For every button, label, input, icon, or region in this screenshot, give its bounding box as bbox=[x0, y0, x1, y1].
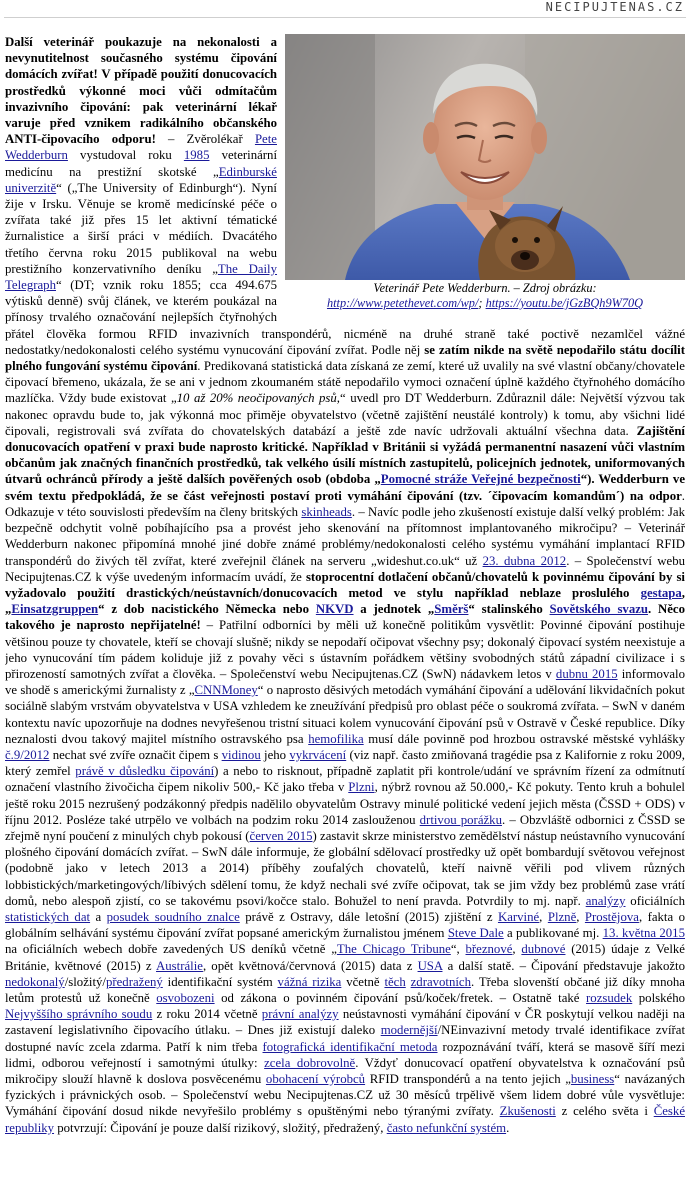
link-karvine[interactable]: Karviné bbox=[497, 909, 540, 924]
link-cnnmoney[interactable]: CNNMoney bbox=[194, 683, 258, 698]
text: a bbox=[90, 909, 107, 924]
link-edinburgh-university[interactable]: Edinburské univerzitě bbox=[5, 164, 277, 195]
link-tech[interactable]: těch bbox=[384, 974, 406, 989]
text: . – Obzvláště odbornici z ČSSD se zřejmě nyní poučení z minulých chyb pokousí ( bbox=[5, 812, 685, 843]
link-13-kvetna-2015[interactable]: 13. května 2015 bbox=[602, 926, 685, 941]
link-dubnove[interactable]: dubnové bbox=[521, 942, 566, 957]
text: “ uvedl pro DT Wedderburn. Zdůraznil dále: Největší výzvou tak nakonec opravdu bude to, jak výkonná moc přiměje obyvatelstvo (včetně zajištění neustálé kontroly) k tomu, aby všichni lidé čipovali, registrovali svá zvířata do chovatelských databází a ještě zde navíc udržovali aktuální všechna data. bbox=[5, 391, 685, 438]
link-steve-dale[interactable]: Steve Dale bbox=[447, 926, 504, 941]
text: z celého světa i bbox=[555, 1104, 654, 1119]
text: . Vždyť donucovací opatření obyvatelstva k označování psů mikročipy slouží hlavně k doslova posvěcenému bbox=[5, 1055, 685, 1086]
caption-text: Veterinář Pete Wedderburn. – Zdroj obrázku: bbox=[373, 281, 597, 295]
text: ) a nebo to risknout, případně zaplatit při kontrole/udání ve správním řízení za odmítnutí označení vlastního živočicha čipem nikoliv 500,- Kč jako třeba v bbox=[5, 764, 685, 795]
link-obohaceni-vyrobcu[interactable]: obohacení výrobců bbox=[265, 1072, 366, 1086]
figure-caption bbox=[285, 281, 685, 311]
link-nkvd[interactable]: NKVD bbox=[315, 602, 354, 617]
text: (2015) údaje z Velké Británie, květnové (2015) z bbox=[5, 942, 685, 973]
link-vyhlaska[interactable]: č.9/2012 bbox=[5, 747, 50, 762]
text: právě z Ostravy, dále letošní (2015) zjištění z bbox=[239, 909, 498, 924]
link-skinheads[interactable]: skinheads bbox=[301, 504, 352, 519]
link-australie[interactable]: Austrálie bbox=[156, 958, 203, 973]
link-zcela-dobrovolne[interactable]: zcela dobrovolně bbox=[264, 1055, 356, 1070]
link-rozsudek[interactable]: rozsudek bbox=[586, 990, 633, 1005]
link-dubnu-2015[interactable]: dubnu 2015 bbox=[555, 666, 618, 681]
text: ) zastavit skrze ministerstvo zemědělství nástup neústavního vynucování plošného čipování domácích zvířat. – SwN dále informuje, že globální sdělovací prostředky už opět bombardují světovou veřejnost (podobně jako v letech 2013 a 2014) příběhy zoufalých chovatelů, kteří naivně věřili pod vlivem různých lobbistických/marketingových/líbivých sdělení tomu, že když nechali své zvíře očipovat, tak se jim vždy bez problémů zase vrátí domů, nebo alespoň zjistí, co se takovému psovi/kočce stalo. Bohužel to není pravda. Potvrdily to mj. např. bbox=[5, 828, 685, 908]
lead-sentence: Další veterinář poukazuje na nekonalosti a nevynutitelnost současného systému čipování domácích zvířat! bbox=[5, 35, 277, 82]
text: “, bbox=[450, 942, 466, 957]
link-zdravotnich[interactable]: zdravotních bbox=[410, 974, 472, 989]
link-statistickych-dat[interactable]: statistických dat bbox=[5, 909, 91, 924]
text: , bbox=[512, 942, 522, 957]
link-vidinou[interactable]: vidinou bbox=[221, 747, 261, 762]
caption-link-youtube[interactable]: https://youtu.be/jGzBQh9W70Q bbox=[485, 296, 644, 310]
link-vazna-rizika[interactable]: vážná rizika bbox=[277, 974, 342, 989]
bold-text: “ z dob nacistického Německa nebo bbox=[98, 602, 316, 617]
text: , bbox=[539, 909, 548, 924]
text: . Třeba slovenští občané již díky mnoha letům protestů už konečně bbox=[5, 974, 685, 1005]
text: (viz např. často zmiňovaná tragédie psa z Kalifornie z roku 2009, který zemřel bbox=[5, 747, 685, 779]
link-daily-telegraph[interactable]: The Daily Telegraph bbox=[5, 261, 278, 293]
link-zkusenosti[interactable]: Zkušenosti bbox=[499, 1104, 556, 1119]
text: od zákona o povinném čipování psů/koček/fretek. – Ostatně také bbox=[214, 990, 587, 1005]
link-ceske-republiky[interactable]: České republiky bbox=[5, 1104, 685, 1135]
text: rozpoznávání tváří, která se masově šíří mezi lidmi, odborou veřejností i samotnými útulky: bbox=[5, 1039, 685, 1070]
vet-photo bbox=[285, 34, 685, 280]
text: /složitý/ bbox=[64, 974, 106, 989]
link-predrazeny[interactable]: předražený bbox=[105, 974, 163, 989]
bold-text: a jednotek „ bbox=[353, 602, 435, 617]
link-breznove[interactable]: březnové bbox=[465, 942, 513, 957]
text: oficiálních bbox=[625, 893, 685, 908]
figure bbox=[285, 34, 685, 311]
text: , bbox=[576, 909, 585, 924]
link-usa[interactable]: USA bbox=[417, 958, 443, 973]
text: včetně bbox=[341, 974, 385, 989]
text: jeho bbox=[260, 747, 290, 762]
link-hemofilika[interactable]: hemofilika bbox=[308, 731, 364, 746]
link-nedokonaly[interactable]: nedokonalý bbox=[5, 974, 65, 989]
text: , fakta o globálním selhávání systému čipování zvířat popsané americkým žurnalistou jménem bbox=[5, 909, 685, 941]
caption-link-website[interactable]: http://www.petethevet.com/wp/ bbox=[326, 296, 479, 310]
link-smers[interactable]: Směrš bbox=[434, 602, 469, 617]
text: . bbox=[506, 1120, 510, 1135]
text: polského bbox=[632, 990, 685, 1005]
text: veterinární medicínu na prestižní skotské „ bbox=[5, 148, 277, 179]
link-modernejsi[interactable]: modernější bbox=[380, 1023, 438, 1038]
text: /NEinvazivní metody trvalé identifikace zvířat dostupné navíc zcela zdarma. Patří k nim třeba bbox=[5, 1023, 685, 1054]
link-cerven-2015[interactable]: červen 2015 bbox=[249, 828, 313, 843]
text: vystudoval roku bbox=[67, 148, 184, 163]
text: potvrzují: Čipování je pouze další rizikový, složitý, předražený, bbox=[54, 1120, 387, 1135]
text: “ navázaných fyzických i právnických osob. – Společenství webu Necipujtenas.CZ už 30 měsíců trpělivě všem lidem dobré vůle vysvětluje: Vymáhání čipování dosud nikde nevyřešilo problémy s opuštěnými nebo týranými zvířaty. bbox=[5, 1072, 685, 1119]
link-chicago-tribune[interactable]: The Chicago Tribune bbox=[336, 942, 451, 957]
bold-text: “ stalinského bbox=[468, 602, 550, 617]
text: “ (DT; vznik roku 1855; cca 494.675 výtisků denně) svůj článek, ve kterém poukázal na přínosy trvalého označování nejlepších čtyřnohých přátel člověka formou RFID invazivních transpondérů, nicméně na druhé straně také poctivě nezamlčel vážné nedostatky/nedokonalosti celého systému vynucování čipování zvířat. Podle něj bbox=[5, 278, 685, 357]
bold-text: “). Wedderburn ve svém textu předpokládá, že se část veřejnosti postaví proti vymáhání čipování (tzv. ´čipovacím komandům´) na odpor bbox=[5, 472, 685, 503]
text: identifikační systém bbox=[162, 974, 278, 989]
text: z roku 2014 včetně bbox=[152, 1007, 262, 1022]
text: a další statě. – Čipování představuje jakožto bbox=[442, 958, 685, 973]
text: . Odkazuje v této souvislosti především na členy britských bbox=[5, 488, 685, 519]
header-rule bbox=[4, 17, 686, 18]
text: , opět květnová/červnová (2015) data z bbox=[202, 958, 418, 973]
text: nechat své zvíře označit čipem s bbox=[49, 747, 222, 762]
link-pete-wedderburn[interactable]: Pete Wedderburn bbox=[5, 132, 277, 163]
link-vykrvaceni[interactable]: vykrvácení bbox=[289, 747, 347, 762]
text: musí dále povinně pod hrozbou ostravské městské vyhlášky bbox=[363, 731, 685, 746]
bold-text: . Něco takového je naprosto nepřijatelné! bbox=[5, 602, 685, 633]
link-sovetsky-svaz[interactable]: Sovětského svazu bbox=[549, 602, 649, 617]
link-prave-v-dusledku[interactable]: právě v důsledku čipování bbox=[75, 764, 215, 779]
italic-quote: 10 až 20% neočipovaných psů, bbox=[176, 391, 341, 406]
link-casto-nefunkcni[interactable]: často nefunkční systém bbox=[386, 1120, 507, 1135]
link-analyzy[interactable]: analýzy bbox=[585, 893, 626, 908]
link-nejvyssi-spravni-soud[interactable]: Nejvyššího správního soudu bbox=[5, 1007, 153, 1022]
link-osvobozeni[interactable]: osvobozeni bbox=[156, 990, 215, 1005]
link-prostejova[interactable]: Prostějova bbox=[584, 909, 639, 924]
text: – Zvěrolékař bbox=[155, 132, 255, 147]
link-23-dubna-2012[interactable]: 23. dubna 2012 bbox=[482, 553, 567, 568]
text: na oficiálních webech dobře zavedených US deníků včetně „ bbox=[5, 942, 337, 957]
site-name: NECIPUJTENAS.CZ bbox=[545, 0, 684, 14]
bold-text: , „ bbox=[5, 585, 685, 617]
link-gestapo[interactable]: gestapa bbox=[640, 585, 682, 600]
link-einsatzgruppen[interactable]: Einsatzgruppen bbox=[11, 602, 99, 617]
text: . – Společenství webu Necipujtenas.CZ k výše uvedeným informacím uvádí, že bbox=[5, 553, 685, 584]
bold-text: Zajištění donucovacích opatření v praxi bude naprosto kritické. Například v Británii si vyžádá permanentní nasazení vůči vlastním občanům jak značných finančních prostředků, tak velkého úsilí místních zastupitelů, policejních jednotek, uniformovaných útvarů ochránců přírody a ještě dalších pověřených osob (obdoba „ bbox=[5, 423, 685, 487]
link-drtivou-porazku[interactable]: drtivou porážku bbox=[419, 812, 502, 827]
text: . Predikovaná statistická data získaná ze zemí, které už uvalily na své vlastní občany/chovatele čipovací břemeno, ukázala, že se ani v jednom zkoumaném státě nepodařilo vymoci označení úplně každého čtyřnohého domácího mazlíčka. Vždy bude existovat „ bbox=[5, 359, 685, 406]
link-fotograficka-metoda[interactable]: fotografická identifikační metoda bbox=[262, 1039, 438, 1054]
text: neústavnosti vymáhání čipování v ČR poskytují velkou naději na zastavení legislativního čipovacího útlaku. – Dnes již existují daleko bbox=[5, 1007, 685, 1038]
link-1985[interactable]: 1985 bbox=[183, 148, 210, 163]
text: “ („The University of Edinburgh“). Nyní žije v Irsku. Věnuje se kromě medicínské péče o zvířata také již přes 15 let aktivní tématické žurnalistice a širší práci v médiích. Dvacátého třetího června roku 2015 publikoval na webu prestižního konzervativního deníku „ bbox=[5, 180, 277, 276]
text: RFID transpondérů a na tento jejich „ bbox=[365, 1072, 571, 1086]
text: – Patřilní odborníci by měli už konečně politikům vysvětlit: Povinné čipování postihuje většinou pouze ty chovatele, kteří se chovají slušně; nikdy se nepodaří očipovat všechny psy; dokonalý čipovací systém neexistuje a jeho vynucování tím pádem koliduje již z povahy věci s ústavním pořádkem většiny svobodných států západní civilizace i s přirozeností samotných zvířat a člověka. – Společenství webu Necipujtenas.CZ (SwN) nádavkem letos v bbox=[5, 618, 685, 681]
bold-text: stoprocentní dotlačení občanů/chovatelů k povinnému čipování by si vyžadovalo použití drastických/neústavních/donucovacích metod ve stylu například neblaze proslulého bbox=[5, 569, 685, 600]
text: informovalo ve shodě s americkými žurnalisty z „ bbox=[5, 666, 685, 698]
bold-text: se zatím nikde na světě nepodařilo státu docílit plného fungování systému čipování bbox=[5, 342, 685, 374]
text: “ o naprosto děsivých metodách vymáhání čipování a udělování likvidačních pokut sociálně slabým vrstvám obyvatelstva v USA vzhledem ke zneužívání předpisů pro oblast péče o soukromá zvířata. – SwN v daném kontextu navíc upozorňuje na dodnes nevyřešenou tristní situaci kolem vynucování čipování psů v Ostravě v České republice. Díky neznalosti dvou takový majitel místního ostravského psa bbox=[5, 683, 685, 746]
link-pomocna-straz[interactable]: Pomocné stráže Veřejné bezpečnosti bbox=[380, 472, 581, 487]
link-business[interactable]: business bbox=[570, 1072, 615, 1086]
link-pravni-analyzy[interactable]: právní analýzy bbox=[261, 1007, 339, 1022]
text: , nýbrž rovnou až 50.000,- Kč pokuty. Tento kruh a bohulel ještě roku 2015 nezrušený podzákonný předpis nadělilo obyvatelům Ostravy minulé politické vedení jejich města (ČSSD + ODS) v říjnu 2012. Posléze také utrpělo ve volbách na podzim roku 2014 zaslouženou bbox=[5, 780, 685, 827]
link-plzne[interactable]: Plzně bbox=[547, 909, 577, 924]
lead-warning: V případě použití donucovacích prostředků výkonné moci vůči odmítačům invazivního čipování: pak veterinární lékař varuje před vznikem radikálního občanského ANTI-čipovacího odporu! bbox=[5, 67, 277, 147]
link-posudek[interactable]: posudek soudního znalce bbox=[106, 909, 240, 924]
text: . – Navíc podle jeho zkušeností existuje další velký problém: Jak bezpečně odchytit volně pobíhajícího psa a provést jeho skenování na přítomnost implantovaného mikročipu? – Veterinář Wedderburn nakonec připomíná mnohé jiné dobře známé problémy/nedokonalosti celého systému vymáhání implantací RFID transpondérů do živých těl zvířat, které zveřejnil článek na serveru „wideshut.co.uk“ už bbox=[5, 504, 685, 568]
caption-separator: ; bbox=[478, 296, 483, 310]
link-plzni[interactable]: Plzni bbox=[348, 780, 375, 795]
text: a publikované mj. bbox=[503, 926, 603, 941]
article-body bbox=[5, 34, 685, 1186]
